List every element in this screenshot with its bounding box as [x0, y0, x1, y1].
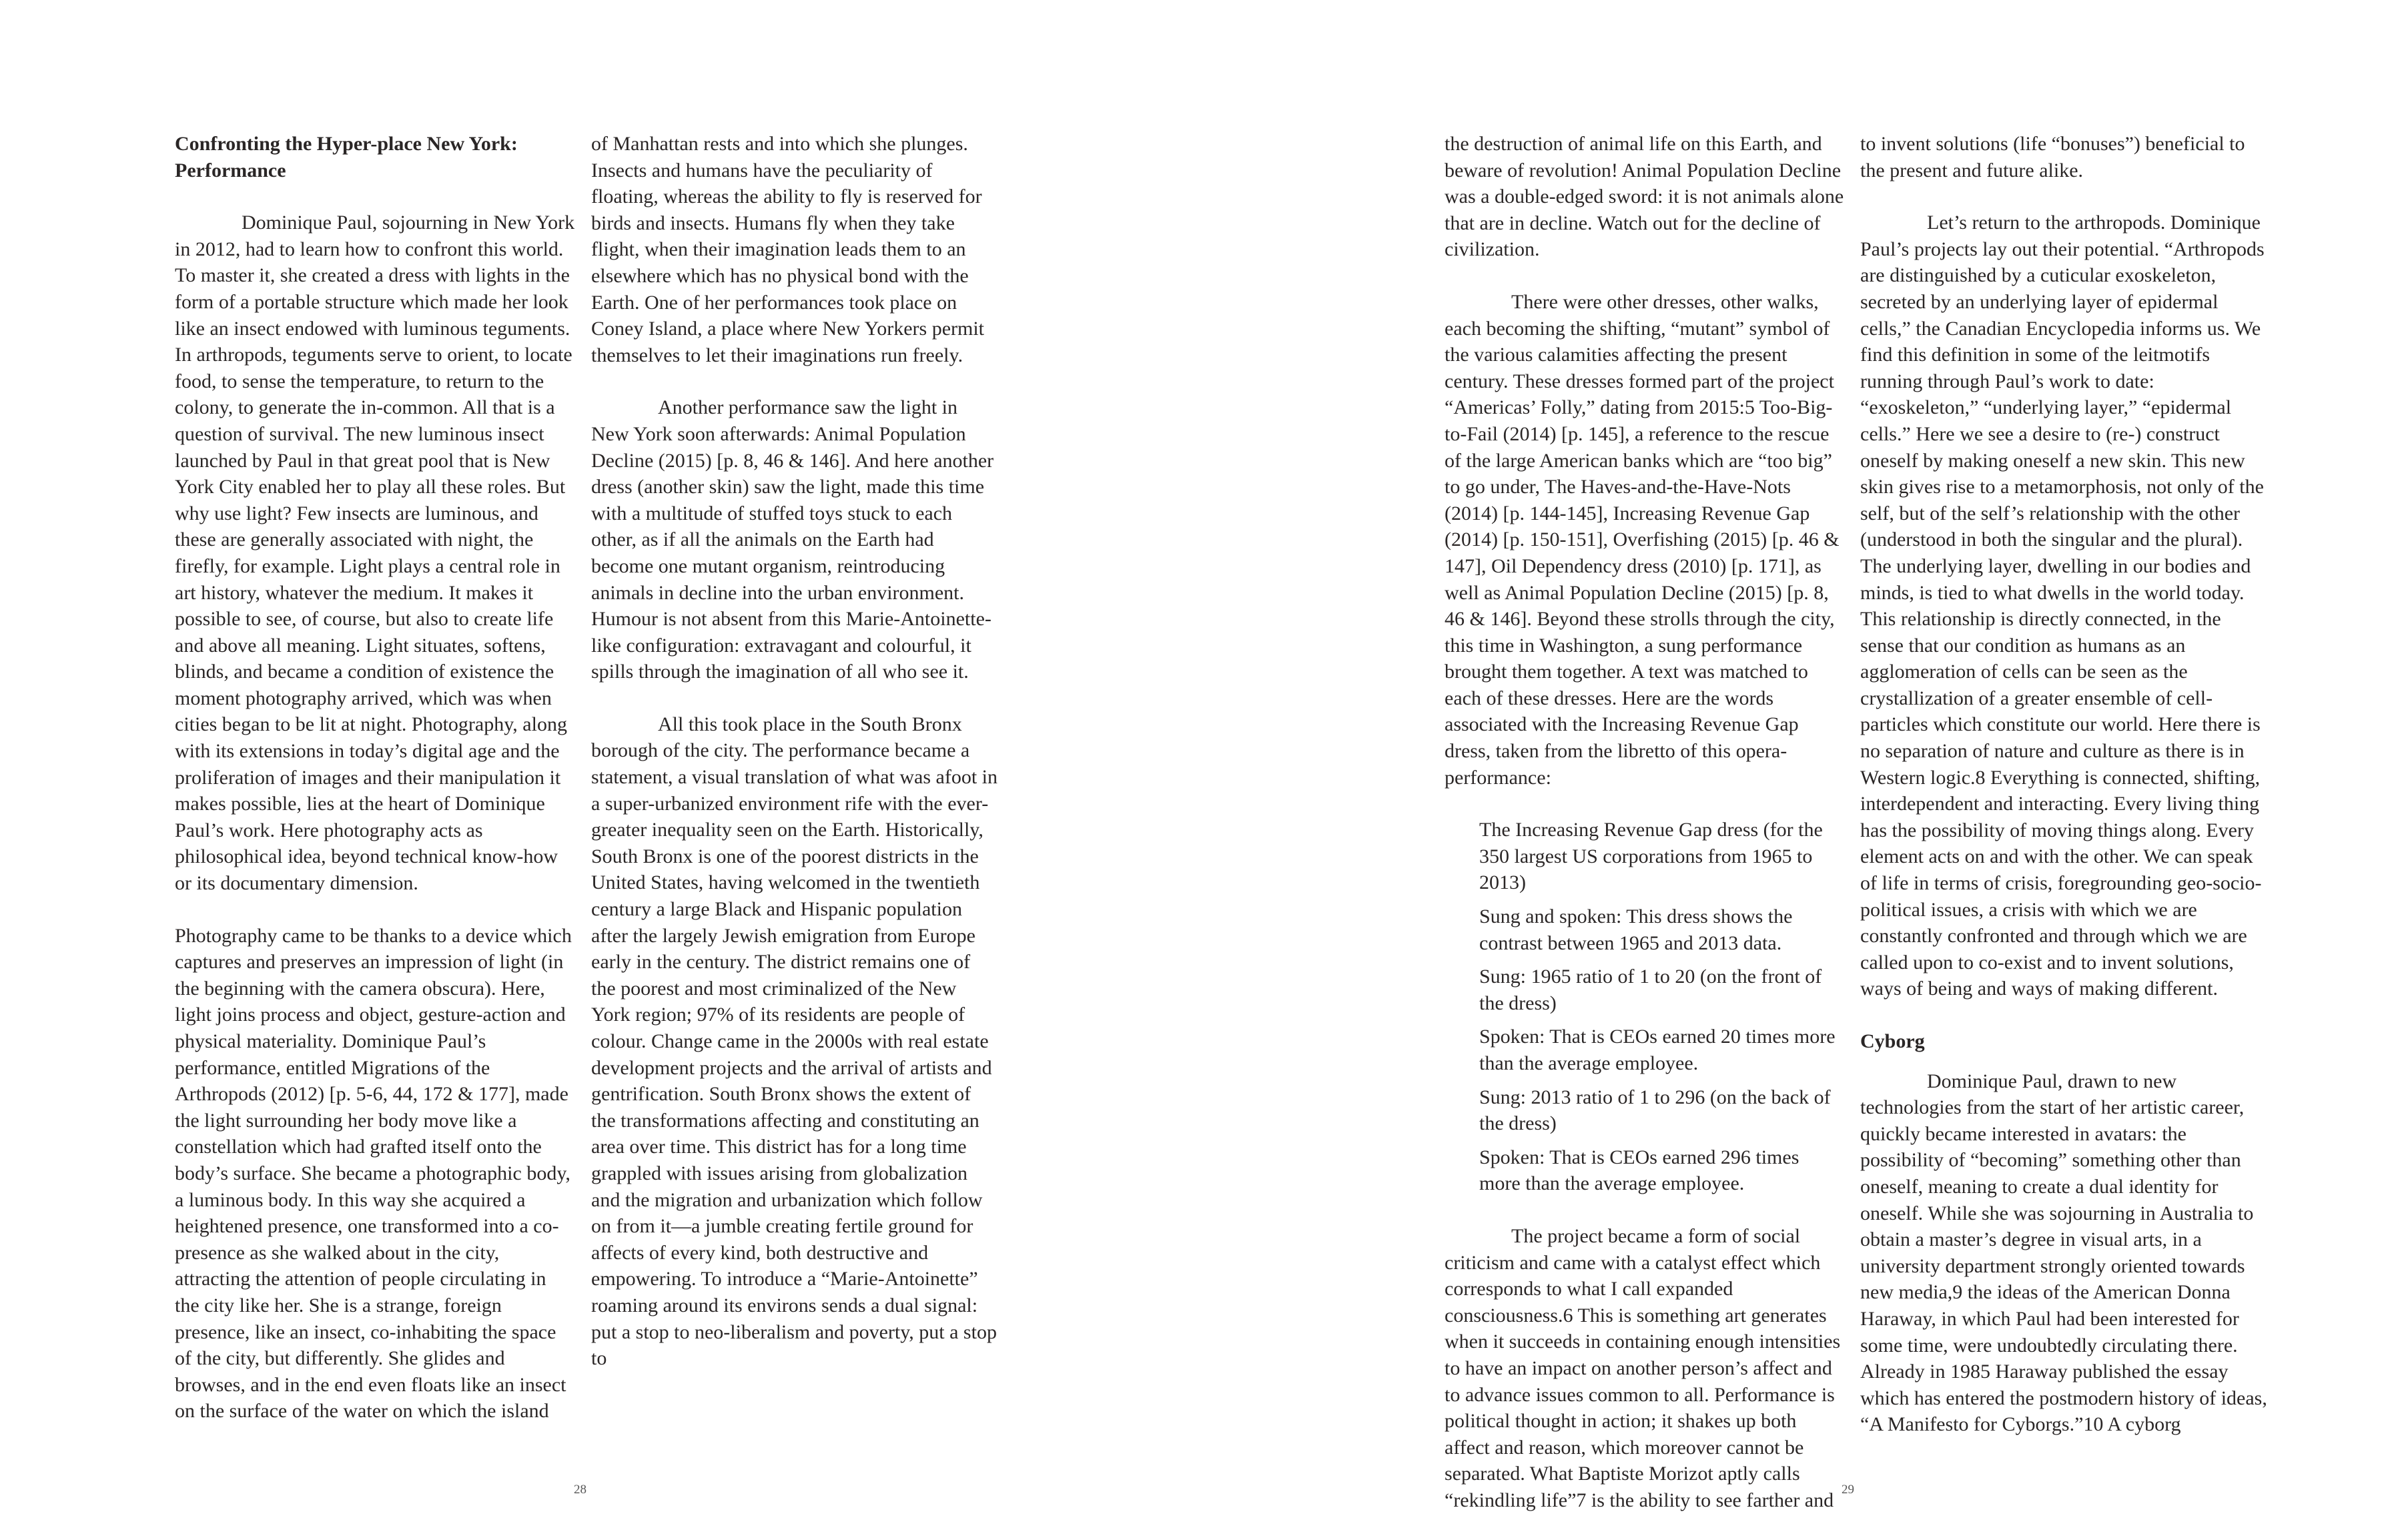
paragraph: Another performance saw the light in New York soon afterwards: Animal Population Decline (2015) [p. 8, 46 & 146]. And here another dress (another skin) saw the light, made this time with a multitude of stuffed toys stuck to each other, as if all the animals on the Earth had become one mutant organism, reintroducing animals in decline into the urban environment. Humour is not absent from this Marie-Antoinette-like configuration: extravagant and colourful, it spills through the imagination of all who see it. — [591, 396, 994, 683]
libretto-quote: Spoken: That is CEOs earned 296 times more than the average employee. — [1479, 1146, 1799, 1195]
libretto-quote: Sung and spoken: This dress shows the contrast between 1965 and 2013 data. — [1479, 905, 1793, 954]
paragraph: All this took place in the South Bronx borough of the city. The performance became a statement, a visual translation of what was afoot in a super-urbanized environment rife with the ever-greater inequality seen on the Earth. Historically, South Bronx is one of the poorest districts in the United States, having welcomed in the twentieth century a large Black and Hispanic population after the largely Jewish emigration from Europe early in the century. The district remains one of the poorest and most criminalized of the New York region; 97% of its residents are people of colour. Change came in the 2000s with real estate development projects and the arrival of artists and gentrification. South Bronx shows the extent of the transformations affecting and constituting an area over time. This district has for a long time grappled with issues arising from globalization and the migration and urbanization which follow on from it—a jumble creating fertile ground for affects of every kind, both destructive and empowering. To introduce a “Marie-Antoinette” roaming around its environs sends a dual signal: put a stop to neo-liberalism and poverty, put a stop to — [591, 713, 998, 1370]
right-page — [1201, 0, 2402, 1535]
paragraph: Dominique Paul, drawn to new technologies from the start of her artistic career, quickly became interested in avatars: the possibility of “becoming” something other than oneself, meaning to create a dual identity for oneself. While she was sojourning in Australia to obtain a master’s degree in visual arts, in a university department strongly oriented towards new media,9 the ideas of the American Donna Haraway, in which Paul had been interested for some time, were undoubtedly circulating there. Already in 1985 Haraway published the essay which has entered the postmodern history of ideas, “A Manifesto for Cyborgs.”10 A cyborg — [1860, 1070, 2267, 1436]
paragraph: the destruction of animal life on this Earth, and beware of revolution! Animal Population Decline was a double-edged sword: it is not animals alone that are in decline. Watch out for the decline of civilization. — [1445, 133, 1844, 261]
paragraph: There were other dresses, other walks, each becoming the shifting, “mutant” symbol of the various calamities affecting the present century. These dresses formed part of the project “Americas’ Folly,” dating from 2015:5 Too-Big-to-Fail (2014) [p. 145], a reference to the rescue of the large American banks which are “too big” to go under, The Haves-and-the-Have-Nots (2014) [p. 144-145], Increasing Revenue Gap (2014) [p. 150-151], Overfishing (2015) [p. 46 & 147], Oil Dependency dress (2010) [p. 171], as well as Animal Population Decline (2015) [p. 8, 46 & 146]. Beyond these strolls through the city, this time in Washington, a sung performance brought them together. A text was matched to each of these dresses. Here are the words associated with the Increasing Revenue Gap dress, taken from the libretto of this opera-performance: — [1445, 290, 1840, 789]
libretto-quote: Sung: 2013 ratio of 1 to 296 (on the back of the dress) — [1479, 1086, 1831, 1135]
left-page — [0, 0, 1201, 1535]
paragraph: The project became a form of social criticism and came with a catalyst effect which corresponds to what I call expanded consciousness.6 This is something art generates when it succeeds in containing enough intensities to have an impact on another person’s affect and to advance issues common to all. Performance is political thought in action; it shakes up both affect and reason, which moreover cannot be separated. What Baptiste Morizot aptly calls “rekindling life”7 is the ability to see farther and — [1445, 1224, 1841, 1511]
paragraph: Dominique Paul, sojourning in New York in 2012, had to learn how to confront this world. To master it, she created a dress with lights in the form of a portable structure which made her look like an insect endowed with luminous teguments. In arthropods, teguments serve to orient, to locate food, to sense the temperature, to return to the colony, to generate the in-common. All that is a question of survival. The new luminous insect launched by Paul in that great pool that is New York City enabled her to play all these roles. But why use light? Few insects are luminous, and these are generally associated with night, the firefly, for example. Light plays a central role in art history, whatever the medium. It makes it possible to see, of course, but also to create life and above all meaning. Light situates, softens, blinds, and became a condition of existence the moment photography arrived, which was when cities began to be lit at night. Photography, along with its extensions in today’s digital age and the proliferation of images and their manipulation it makes possible, lies at the heart of Dominique Paul’s work. Here photography acts as philosophical idea, beyond technical know-how or its documentary dimension. — [175, 212, 575, 895]
section-subheading: Cyborg — [1860, 1030, 1925, 1052]
section-heading: Confronting the Hyper-place New York: Performance — [175, 133, 518, 181]
page-number: 29 — [1842, 1483, 1854, 1497]
left-column-2 — [591, 131, 999, 1398]
paragraph: of Manhattan rests and into which she plunges. Insects and humans have the peculiarity of floating, whereas the ability to fly is reserved for birds and insects. Humans fly when they take flight, when their imagination leads them to an elsewhere which has no physical bond with the Earth. One of her performances took place on Coney Island, a place where New Yorkers permit themselves to let their imaginations run freely. — [591, 133, 984, 366]
paragraph: Photography came to be thanks to a device which captures and preserves an impression of light (in the beginning with the camera obscura). Here, light joins process and object, gesture-action and physical materiality. Dominique Paul’s performance, entitled Migrations of the Arthropods (2012) [p. 5-6, 44, 172 & 177], made the light surrounding her body move like a constellation which had grafted itself onto the body’s surface. She became a photographic body, a luminous body. In this way she acquired a heightened presence, one transformed into a co-presence as she walked about in the city, attracting the attention of people circulating in the city like her. She is a strange, foreign presence, like an insect, co-inhabiting the space of the city, but differently. She glides and browses, and in the end even floats like an insect on the surface of the water on which the island — [175, 924, 572, 1423]
left-column-1 — [175, 131, 575, 1451]
paragraph: to invent solutions (life “bonuses”) beneficial to the present and future alike. — [1860, 133, 2245, 181]
libretto-quote: Sung: 1965 ratio of 1 to 20 (on the front of the dress) — [1479, 966, 1822, 1014]
right-column-2 — [1860, 131, 2269, 1464]
libretto-quote: Spoken: That is CEOs earned 20 times more than the average employee. — [1479, 1026, 1836, 1074]
right-column-1 — [1445, 131, 1845, 1540]
page-number: 28 — [574, 1483, 586, 1497]
libretto-quote: The Increasing Revenue Gap dress (for the 350 largest US corporations from 1965 to 2013) — [1479, 819, 1823, 894]
paragraph: Let’s return to the arthropods. Dominique Paul’s projects lay out their potential. “Arthropods are distinguished by a cuticular exoskeleton, secreted by an underlying layer of epidermal cells,” the Canadian Encyclopedia informs us. We find this definition in some of the leitmotifs running through Paul’s work to date: “exoskeleton,” “underlying layer,” “epidermal cells.” Here we see a desire to (re-) construct oneself by making oneself a new skin. This new skin gives rise to a metamorphosis, not only of the self, but of the self’s relationship with the other (understood in both the singular and the plural). The underlying layer, dwelling in our bodies and minds, is tied to what dwells in the world today. This relationship is directly connected, in the sense that our condition as humans as an agglomeration of cells can be seen as the crystallization of a greater ensemble of cell-particles which constitute our world. Here there is no separation of nature and culture as there is in Western logic.8 Everything is connected, shifting, interdependent and interacting. Every living thing has the possibility of moving things along. Every element acts on and with the other. We can speak of life in terms of crisis, foregrounding geo-socio-political issues, a crisis with which we are constantly confronted and through which we are called upon to co-exist and to invent solutions, ways of being and ways of making different. — [1860, 212, 2265, 1000]
